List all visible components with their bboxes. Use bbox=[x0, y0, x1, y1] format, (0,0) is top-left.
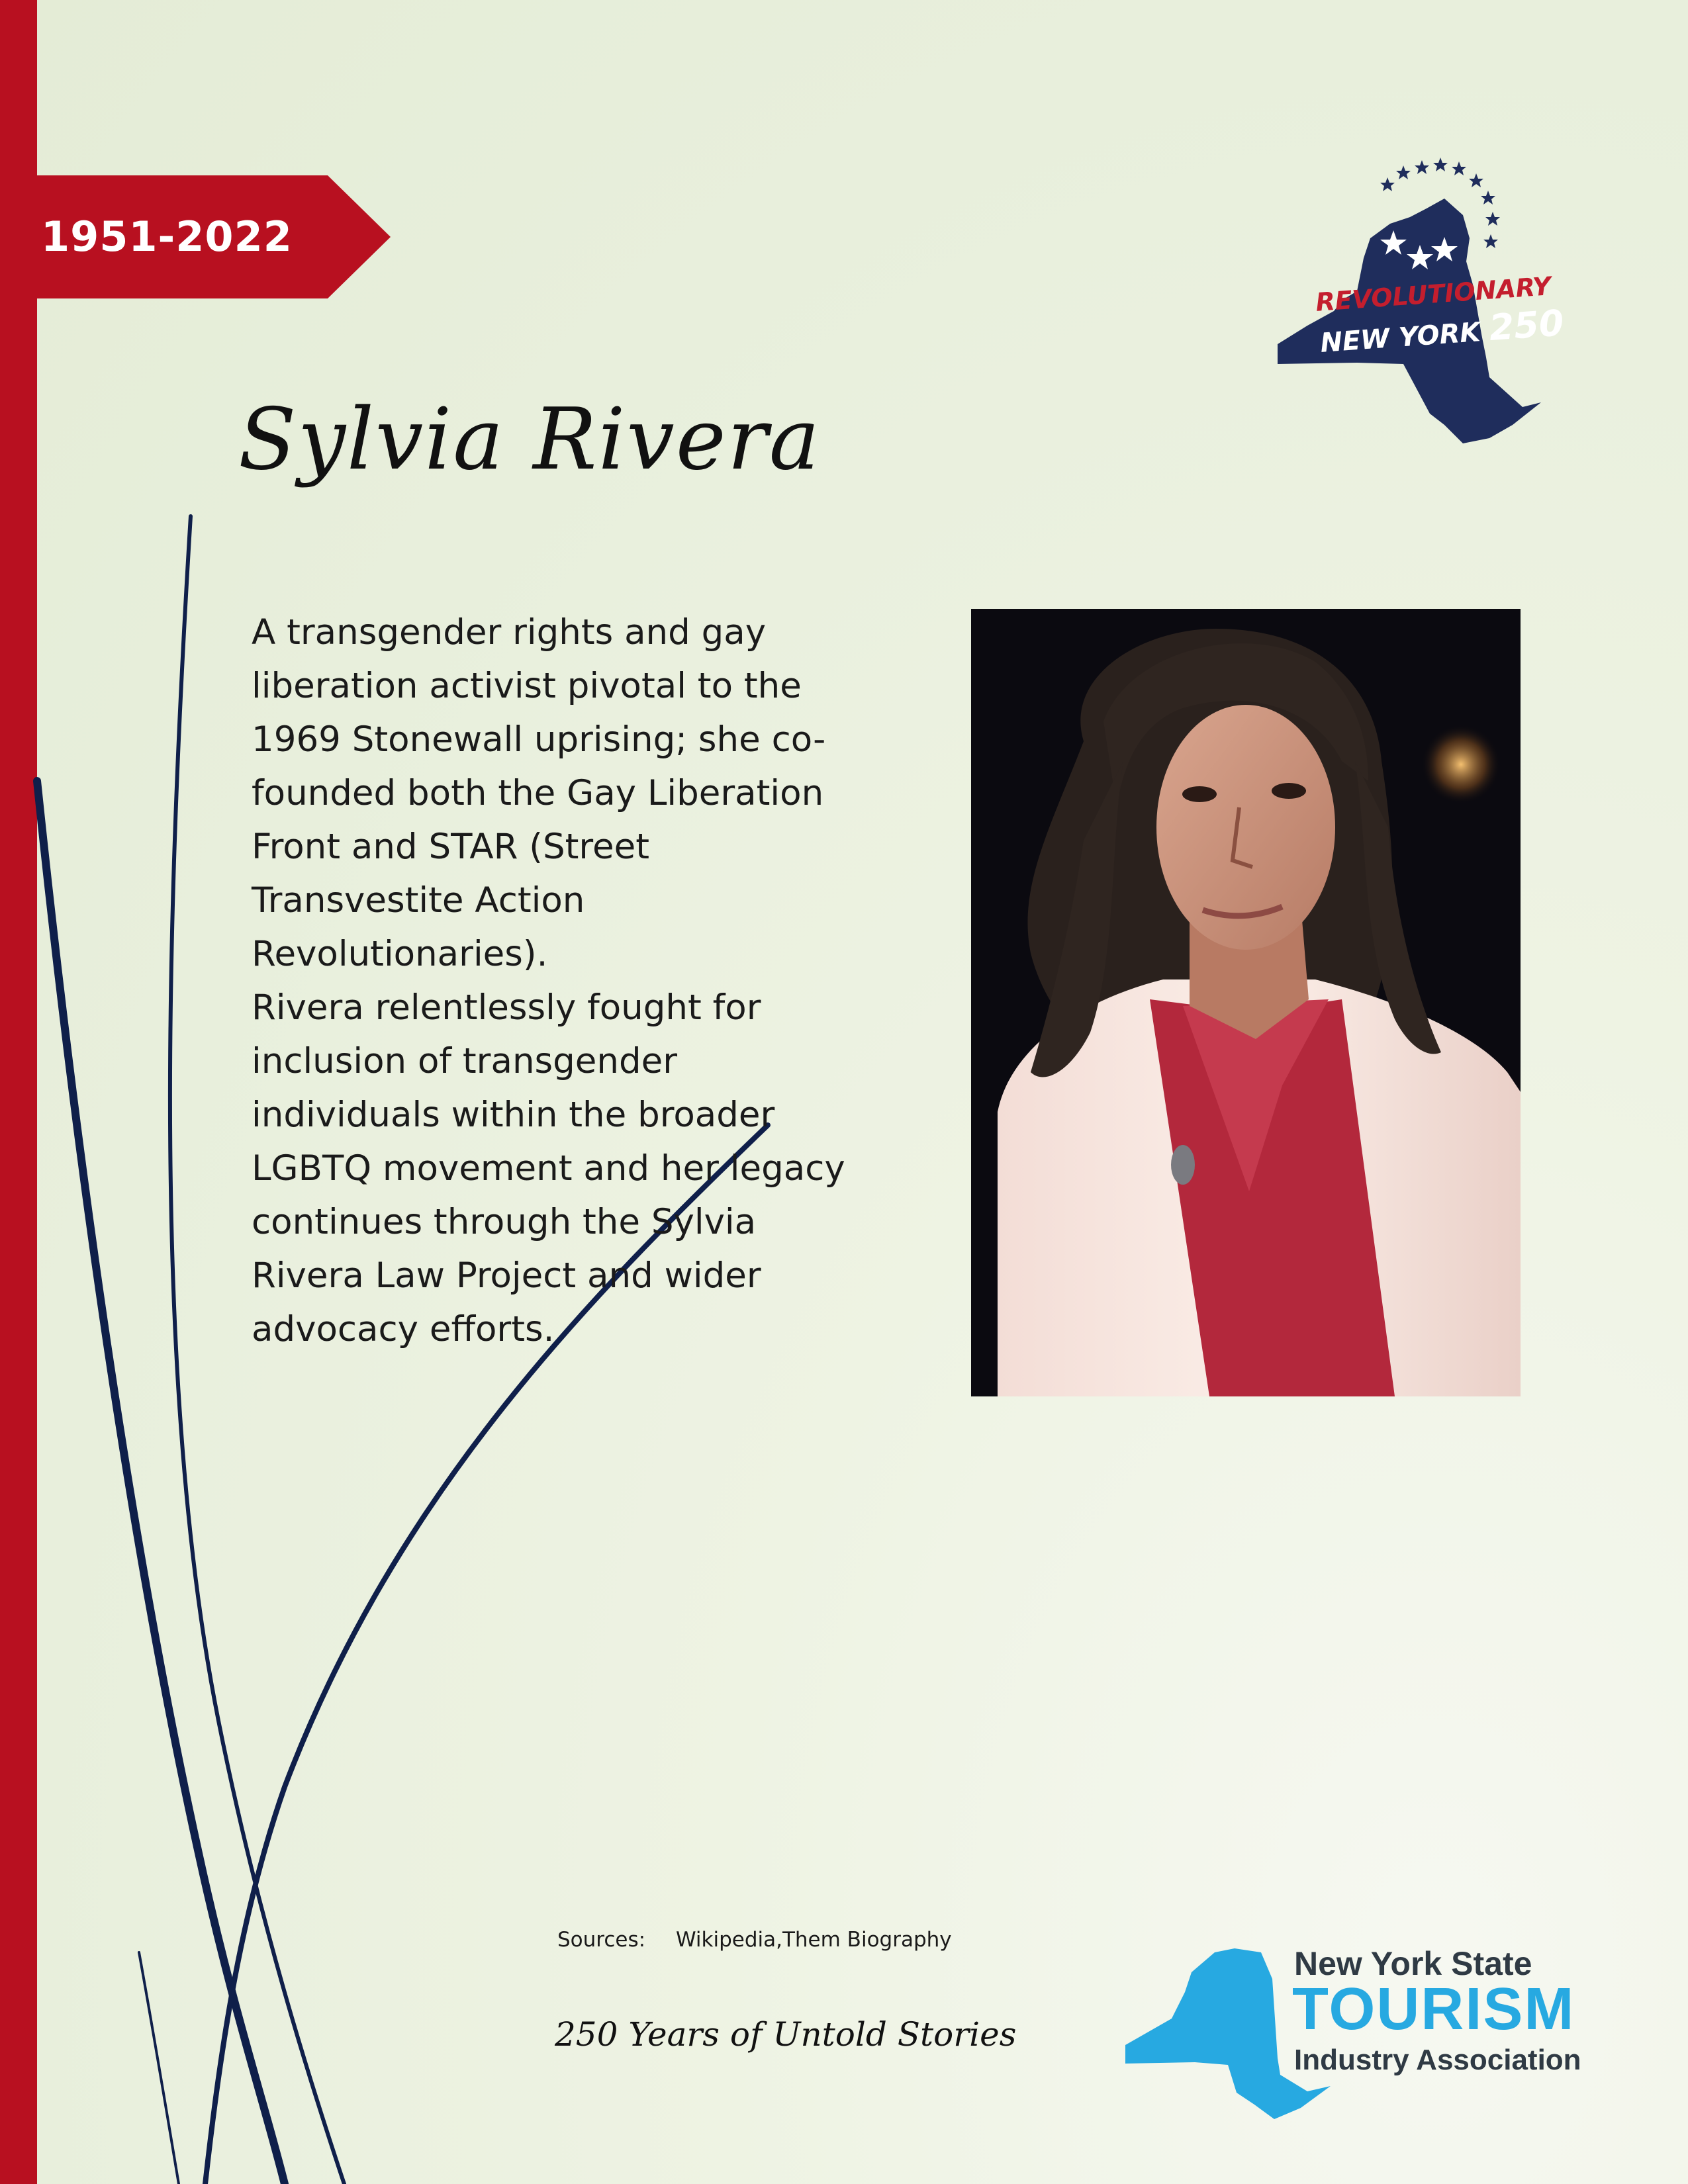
tourism-line2: TOURISM bbox=[1292, 1976, 1575, 2042]
sources-value: Wikipedia,Them Biography bbox=[675, 1928, 952, 1952]
sources-label: Sources: bbox=[557, 1928, 646, 1952]
tourism-line3: Industry Association bbox=[1294, 2044, 1581, 2076]
person-name-heading: Sylvia Rivera bbox=[238, 390, 821, 489]
date-range-text: 1951-2022 bbox=[41, 212, 293, 261]
date-range-tab bbox=[0, 175, 391, 298]
portrait-photo bbox=[971, 609, 1521, 1396]
logo-250-text: 250 bbox=[1487, 302, 1566, 349]
logo-new-york-text: NEW YORK bbox=[1319, 317, 1481, 359]
tagline: 250 Years of Untold Stories bbox=[555, 2015, 1017, 2054]
bio-paragraph-2: Rivera relentlessly fought for inclusion of transgender individuals within the broader LGBTQ movement and her legacy continues through the Sylvia Rivera Law Project and wider advocacy efforts. bbox=[252, 987, 845, 1349]
logo-revolutionary-text: REVOLUTIONARY bbox=[1315, 271, 1552, 317]
tourism-line1: New York State bbox=[1294, 1945, 1532, 1982]
revolutionary-ny-250-logo bbox=[1271, 152, 1602, 450]
bio-paragraph-1: A transgender rights and gay liberation activist pivotal to the 1969 Stonewall uprising; she co-founded both the Gay Liberation Front and STAR (Street Transvestite Action Revolutionaries). bbox=[252, 612, 826, 974]
biography-text bbox=[252, 606, 861, 1356]
nys-tourism-logo bbox=[1119, 1939, 1609, 2124]
sources-line bbox=[557, 1928, 952, 1952]
